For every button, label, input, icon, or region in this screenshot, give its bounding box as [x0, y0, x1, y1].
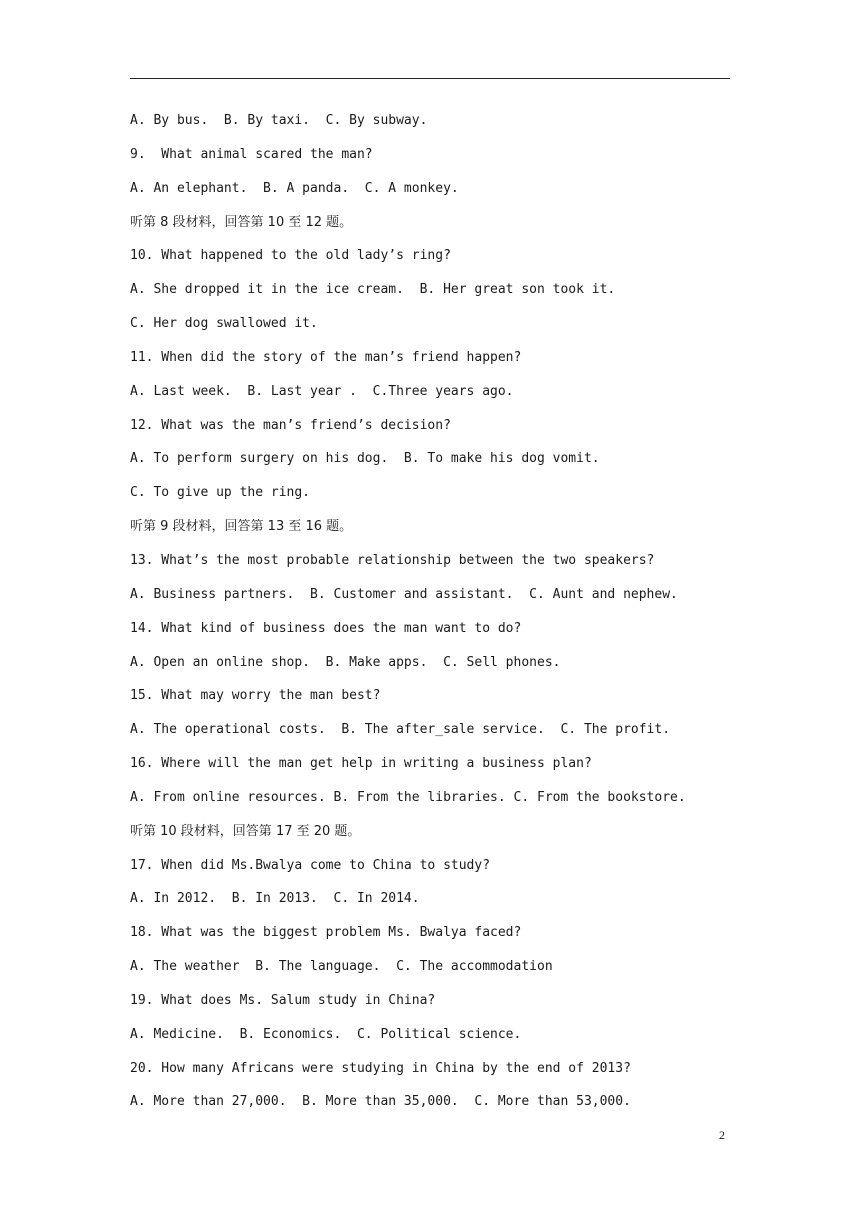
answer-options: A. She dropped it in the ice cream. B. Her great son took it. — [130, 282, 616, 298]
header-rule — [130, 78, 730, 79]
question-text: 17. When did Ms.Bwalya come to China to study? — [130, 857, 491, 873]
question-text: 18. What was the biggest problem Ms. Bwalya faced? — [130, 925, 522, 941]
answer-options: A. By bus. B. By taxi. C. By subway. — [130, 113, 428, 128]
answer-options: A. The operational costs. B. The after_sale service. C. The profit. — [130, 722, 671, 738]
answer-options: A. From online resources. B. From the libraries. C. From the bookstore. — [130, 789, 686, 805]
section-heading: 听第 10 段材料，回答第 17 至 20 题。 — [130, 823, 361, 839]
question-text: 15. What may worry the man best? — [130, 688, 381, 704]
question-text: 16. Where will the man get help in writing a business plan? — [130, 756, 592, 772]
section-heading: 听第 8 段材料，回答第 10 至 12 题。 — [130, 214, 353, 230]
question-text: 12. What was the man’s friend’s decision? — [130, 417, 451, 433]
question-text: 9. What animal scared the man? — [130, 146, 373, 162]
section-heading: 听第 9 段材料，回答第 13 至 16 题。 — [130, 519, 353, 535]
answer-options: A. Business partners. B. Customer and assistant. C. Aunt and nephew. — [130, 586, 678, 602]
answer-options: A. Open an online shop. B. Make apps. C. Sell phones. — [130, 654, 561, 670]
answer-options: A. The weather B. The language. C. The accommodation — [130, 959, 553, 975]
question-text: 20. How many Africans were studying in China by the end of 2013? — [130, 1060, 631, 1076]
answer-options: A. More than 27,000. B. More than 35,000. C. More than 53,000. — [130, 1094, 631, 1110]
question-text: 13. What’s the most probable relationship between the two speakers? — [130, 552, 655, 568]
answer-options: C. To give up the ring. — [130, 485, 311, 501]
question-text: 19. What does Ms. Salum study in China? — [130, 992, 436, 1008]
question-list — [130, 108, 770, 1123]
answer-options: A. An elephant. B. A panda. C. A monkey. — [130, 180, 459, 196]
question-text: 11. When did the story of the man’s friend happen? — [130, 349, 522, 365]
answer-options: A. To perform surgery on his dog. B. To make his dog vomit. — [130, 451, 600, 467]
answer-options: A. Medicine. B. Economics. C. Political science. — [130, 1026, 522, 1042]
question-text: 10. What happened to the old lady’s ring? — [130, 248, 451, 264]
answer-options: A. In 2012. B. In 2013. C. In 2014. — [130, 891, 420, 907]
answer-options: A. Last week. B. Last year . C.Three years ago. — [130, 383, 514, 399]
answer-options: C. Her dog swallowed it. — [130, 316, 318, 332]
question-text: 14. What kind of business does the man want to do? — [130, 620, 522, 636]
page-number: 2 — [719, 1128, 725, 1142]
